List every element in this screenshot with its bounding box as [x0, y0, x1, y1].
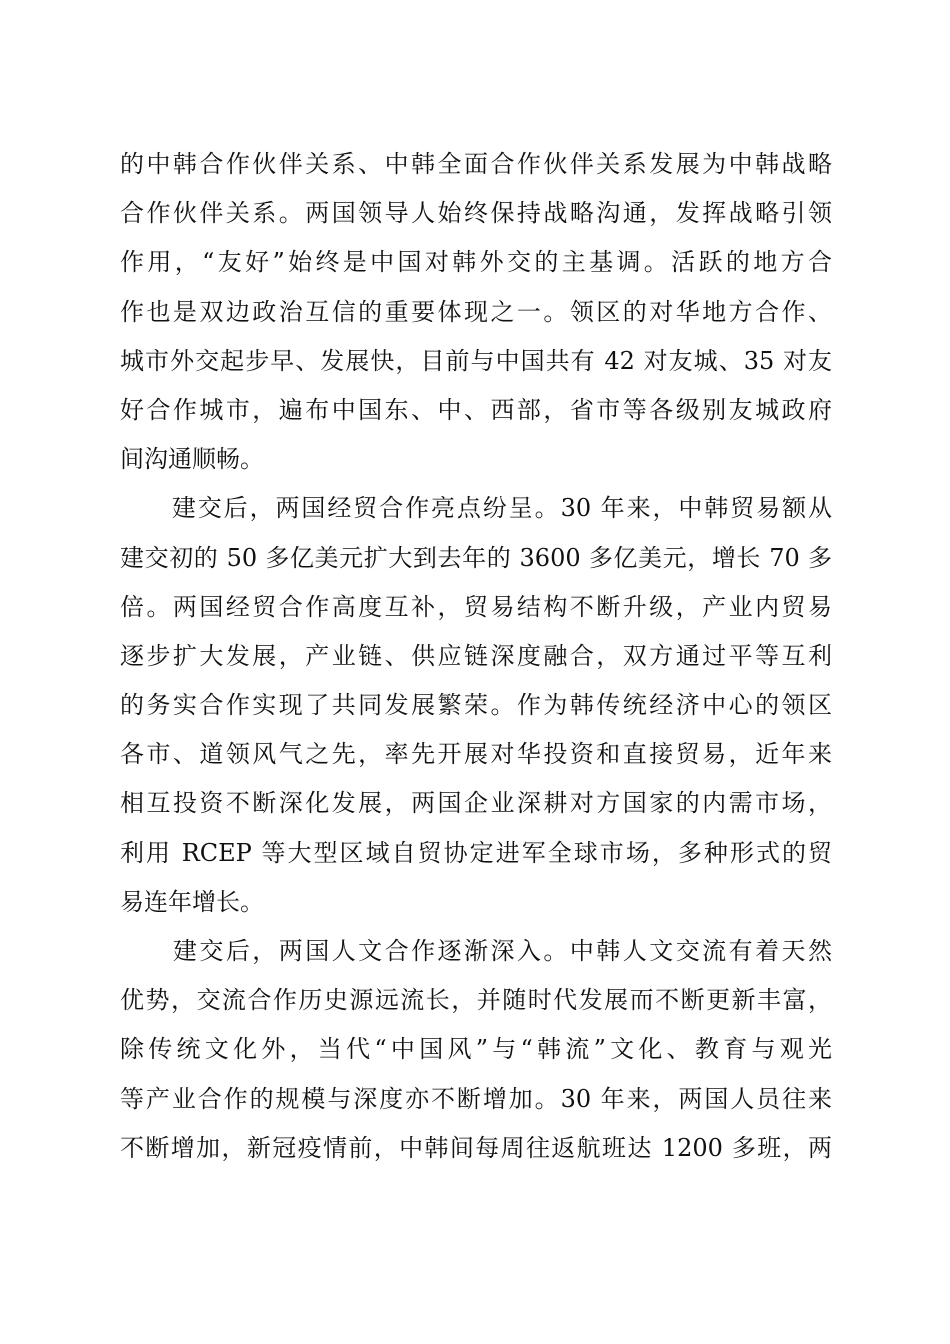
text-line: 逐步扩大发展，产业链、供应链深度融合，双方通过平等互利 — [120, 641, 832, 670]
text-line: 除传统文化外，当代“中国风”与“韩流”文化、教育与观光 — [120, 1035, 832, 1064]
document-page — [120, 140, 832, 1173]
text-line: 作用，“友好”始终是中国对韩外交的主基调。活跃的地方合 — [120, 248, 832, 277]
text-line: 相互投资不断深化发展，两国企业深耕对方国家的内需市场， — [120, 789, 832, 818]
text-line: 各市、道领风气之先，率先开展对华投资和直接贸易，近年来 — [120, 740, 832, 769]
text-line: 利用 RCEP 等大型区域自贸协定进军全球市场，多种形式的贸 — [120, 838, 832, 867]
text-line: 等产业合作的规模与深度亦不断增加。30 年来，两国人员往来 — [120, 1084, 832, 1113]
text-line: 好合作城市，遍布中国东、中、西部，省市等各级别友城政府 — [120, 395, 832, 424]
text-line: 优势，交流合作历史源远流长，并随时代发展而不断更新丰富， — [120, 986, 832, 1015]
text-line: 的务实合作实现了共同发展繁荣。作为韩传统经济中心的领区 — [120, 691, 832, 720]
text-line: 城市外交起步早、发展快，目前与中国共有 42 对友城、35 对友 — [120, 346, 832, 375]
text-line: 间沟通顺畅。 — [120, 445, 264, 474]
text-line: 建交初的 50 多亿美元扩大到去年的 3600 多亿美元，增长 70 多 — [120, 543, 832, 572]
text-line: 不断增加，新冠疫情前，中韩间每周往返航班达 1200 多班，两 — [120, 1133, 832, 1162]
text-line: 易连年增长。 — [120, 887, 264, 916]
text-line: 合作伙伴关系。两国领导人始终保持战略沟通，发挥战略引领 — [120, 199, 832, 228]
text-line: 倍。两国经贸合作高度互补，贸易结构不断升级，产业内贸易 — [120, 592, 832, 621]
text-line: 建交后，两国经贸合作亮点纷呈。30 年来，中韩贸易额从 — [120, 494, 832, 523]
text-line: 的中韩合作伙伴关系、中韩全面合作伙伴关系发展为中韩战略 — [120, 150, 832, 178]
text-line: 作也是双边政治互信的重要体现之一。领区的对华地方合作、 — [120, 297, 832, 326]
text-line: 建交后，两国人文合作逐渐深入。中韩人文交流有着天然 — [120, 937, 832, 965]
